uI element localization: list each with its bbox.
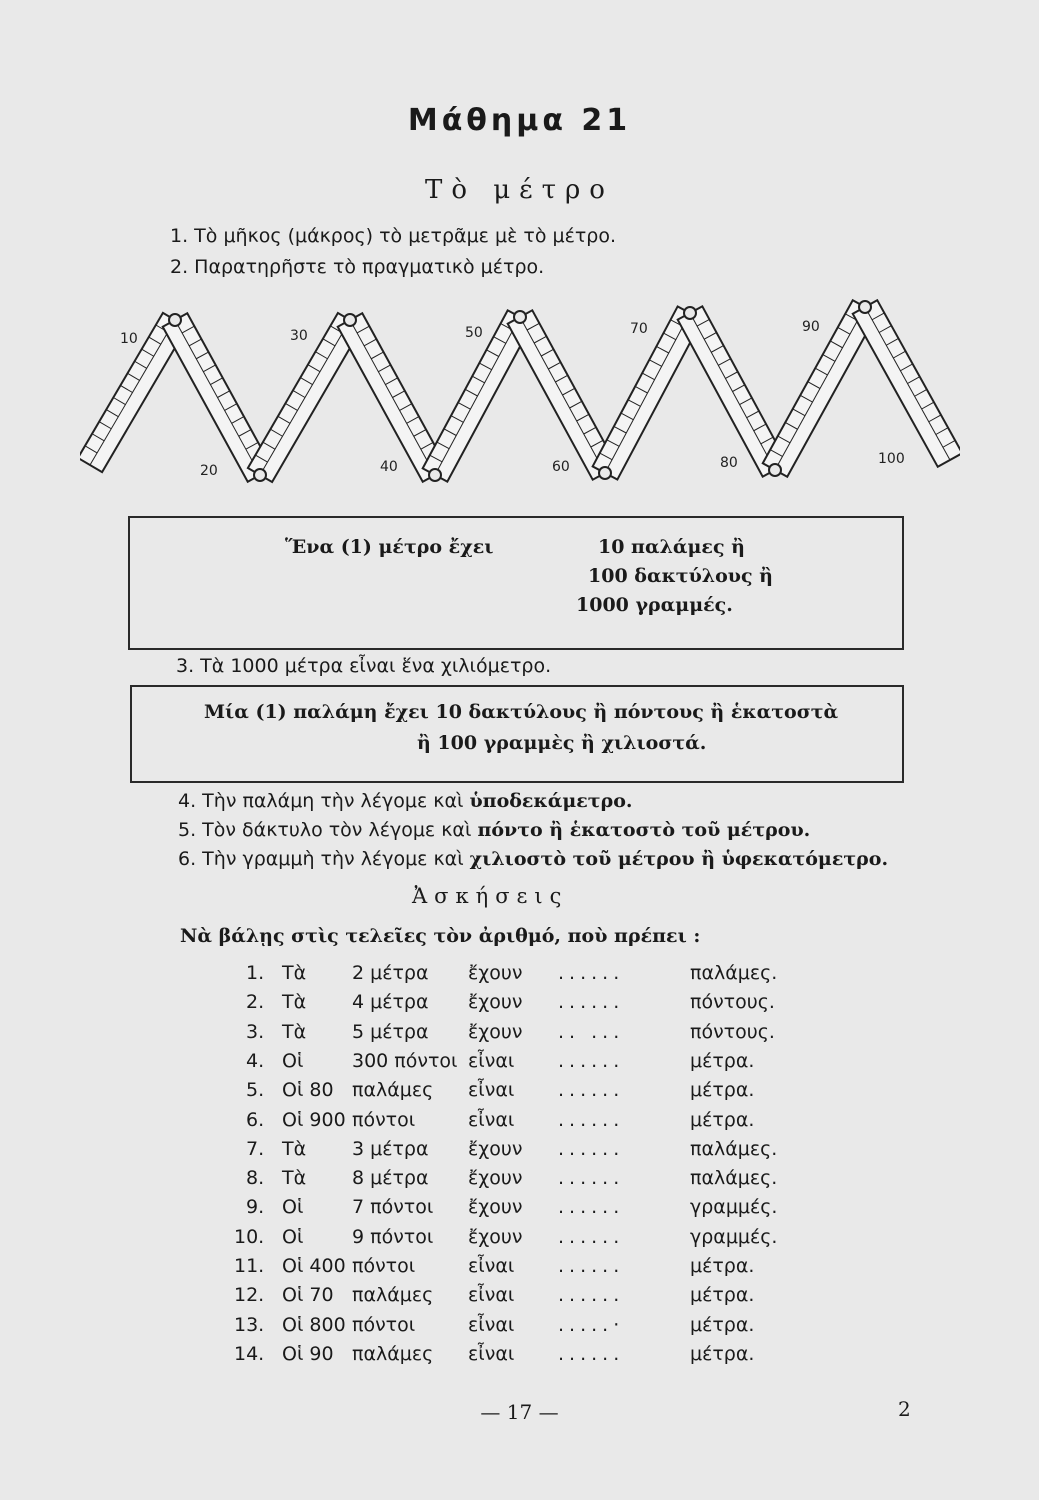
exercise-quantity: πόντοι [352, 1255, 416, 1277]
exercise-unit: μέτρα. [690, 1284, 755, 1307]
exercise-unit: μέτρα. [690, 1313, 755, 1336]
exercise-blank[interactable]: ...... [558, 1284, 625, 1307]
exercise-verb: εἶναι [468, 1284, 515, 1307]
exercise-blank[interactable]: ...... [558, 1196, 625, 1219]
exercise-instruction: Νὰ βάλῃς στὶς τελεῖες τὸν ἀριθμό, ποὺ πρέπει : [180, 925, 701, 947]
exercise-number: 13. [234, 1313, 265, 1336]
exercise-number: 14. [234, 1342, 265, 1365]
lesson-subtitle: Τὸ μέτρο [425, 175, 614, 205]
exercise-subject: Οἱ 400 [282, 1255, 346, 1277]
exercise-quantity: πόντοι [352, 1108, 416, 1131]
exercise-quantity: 3 μέτρα [352, 1137, 429, 1160]
exercise-verb: ἔχουν [468, 1137, 523, 1160]
exercise-number: 3. [246, 1020, 265, 1043]
exercise-quantity: πόντοι [352, 1313, 416, 1336]
exercise-verb: εἶναι [468, 1313, 515, 1336]
meter-has-label: Ἕνα (1) μέτρο ἔχει [285, 536, 494, 558]
exercise-subject: Τὰ [282, 962, 307, 984]
exercise-unit: μέτρα. [690, 1049, 755, 1072]
exercise-number: 2. [246, 991, 265, 1014]
exercise-subject: Οἱ [282, 1225, 304, 1248]
exercise-number: 12. [234, 1284, 265, 1307]
exercise-blank[interactable]: ...... [558, 1108, 625, 1131]
exercise-blank[interactable]: ...... [558, 1225, 625, 1248]
exercise-subject: Οἱ 900 [282, 1108, 346, 1131]
exercise-number: 10. [234, 1225, 265, 1248]
ruler-label-100: 100 [878, 451, 905, 467]
exercise-number: 8. [246, 1167, 265, 1190]
ruler-label-80: 80 [720, 455, 738, 471]
exercise-subject: Οἱ [282, 1196, 304, 1219]
exercise-subject: Τὰ [282, 1137, 307, 1160]
palm-definition-box [130, 685, 904, 783]
exercise-unit: παλάμες. [690, 962, 778, 984]
meter-palms: 10 παλάμες ἢ [598, 536, 745, 558]
ruler-label-20: 20 [200, 463, 218, 479]
exercise-quantity: 2 μέτρα [352, 962, 429, 984]
exercise-blank[interactable]: ...... [558, 1079, 625, 1102]
exercise-verb: ἔχουν [468, 962, 523, 984]
palm-definition-line-1: Μία (1) παλάμη ἔχει 10 δακτύλους ἢ πόντους ἢ ἑκατοστὰ [204, 701, 839, 723]
intro-line-2: 2. Παρατηρῆστε τὸ πραγματικὸ μέτρο. [170, 256, 545, 278]
exercise-subject: Τὰ [282, 1020, 307, 1043]
ruler-hinge [859, 301, 871, 313]
ruler-hinge [599, 467, 611, 479]
exercise-verb: ἔχουν [468, 1020, 523, 1043]
exercise-blank[interactable]: .. ... [558, 1020, 625, 1043]
exercise-blank[interactable]: ...... [558, 1137, 625, 1160]
ruler-label-70: 70 [630, 321, 648, 337]
exercise-quantity: παλάμες [352, 1284, 434, 1307]
ruler-segment [853, 300, 960, 467]
exercise-number: 4. [246, 1049, 265, 1072]
exercise-unit: μέτρα. [690, 1108, 755, 1131]
exercise-blank[interactable]: ...... [558, 962, 625, 984]
rule-3: 3. Τὰ 1000 μέτρα εἶναι ἕνα χιλιόμετρο. [176, 655, 552, 677]
meter-definition-box [128, 516, 904, 650]
ruler-label-30: 30 [290, 328, 308, 344]
exercise-subject: Τὰ [282, 1167, 307, 1190]
exercise-unit: παλάμες. [690, 1137, 778, 1160]
exercise-verb: ἔχουν [468, 1196, 523, 1219]
palm-definition-line-2: ἢ 100 γραμμὲς ἢ χιλιοστά. [417, 732, 707, 754]
exercise-quantity: 300 πόντοι [352, 1049, 458, 1072]
exercise-quantity: 9 πόντοι [352, 1225, 434, 1248]
exercise-blank[interactable]: ...... [558, 991, 625, 1014]
page-number: — 17 — [480, 1400, 559, 1424]
exercise-subject: Οἱ 90 [282, 1342, 334, 1365]
ruler-segments [80, 300, 960, 482]
exercise-verb: εἶναι [468, 1342, 515, 1365]
ruler-label-40: 40 [380, 459, 398, 475]
ruler-hinge [429, 469, 441, 481]
exercise-subject: Οἱ 70 [282, 1284, 334, 1307]
exercise-verb: εἶναι [468, 1049, 515, 1072]
exercise-number: 7. [246, 1137, 265, 1160]
exercise-verb: εἶναι [468, 1079, 515, 1102]
ruler-hinge [254, 469, 266, 481]
ruler-hinge [514, 311, 526, 323]
ruler-hinge [169, 314, 181, 326]
corner-number: 2 [898, 1397, 911, 1421]
exercise-unit: παλάμες. [690, 1167, 778, 1190]
lesson-title: Μάθημα 21 [407, 103, 632, 138]
exercise-quantity: παλάμες [352, 1342, 434, 1365]
exercise-verb: εἶναι [468, 1108, 515, 1131]
ruler-label-60: 60 [552, 459, 570, 475]
folding-ruler-illustration [80, 295, 960, 495]
exercise-blank[interactable]: ...... [558, 1342, 625, 1365]
exercise-subject: Οἱ 800 [282, 1313, 346, 1336]
exercise-number: 5. [246, 1079, 265, 1102]
exercises-heading: Ἀσκήσεις [412, 884, 569, 908]
exercise-subject: Τὰ [282, 991, 307, 1014]
intro-line-1: 1. Τὸ μῆκος (μάκρος) τὸ μετρᾶμε μὲ τὸ μέτρο. [170, 225, 616, 247]
exercise-verb: ἔχουν [468, 1225, 523, 1248]
exercise-unit: πόντους. [690, 1020, 775, 1043]
exercise-blank[interactable]: ...... [558, 1167, 625, 1190]
exercise-number: 9. [246, 1196, 265, 1219]
exercise-quantity: παλάμες [352, 1079, 434, 1102]
exercise-unit: γραμμές. [690, 1196, 778, 1219]
ruler-hinge [344, 314, 356, 326]
exercise-unit: πόντους. [690, 991, 775, 1014]
exercise-subject: Οἱ 80 [282, 1079, 334, 1102]
ruler-hinge [769, 464, 781, 476]
exercise-verb: ἔχουν [468, 1167, 523, 1190]
exercise-unit: γραμμές. [690, 1225, 778, 1248]
exercise-number: 6. [246, 1108, 265, 1131]
ruler-label-50: 50 [465, 325, 483, 341]
rule-4: 4. Τὴν παλάμη τὴν λέγομε καὶ ὑποδεκάμετρο. [178, 790, 633, 812]
rule-5: 5. Τὸν δάκτυλο τὸν λέγομε καὶ πόντο ἢ ἑκατοστὸ τοῦ μέτρου. [178, 819, 811, 841]
exercise-blank[interactable]: ...... [558, 1049, 625, 1072]
exercise-unit: μέτρα. [690, 1255, 755, 1277]
meter-lines: 1000 γραμμές. [576, 594, 733, 616]
exercise-unit: μέτρα. [690, 1342, 755, 1365]
exercise-verb: ἔχουν [468, 991, 523, 1014]
ruler-label-10: 10 [120, 331, 138, 347]
exercise-number: 11. [234, 1255, 265, 1277]
exercise-unit: μέτρα. [690, 1079, 755, 1102]
exercise-quantity: 4 μέτρα [352, 991, 429, 1014]
exercise-quantity: 5 μέτρα [352, 1020, 429, 1043]
ruler-hinge [684, 307, 696, 319]
exercise-subject: Οἱ [282, 1049, 304, 1072]
exercise-verb: εἶναι [468, 1255, 515, 1277]
exercise-number: 1. [246, 962, 265, 984]
exercise-blank[interactable]: .....· [558, 1313, 625, 1336]
exercise-quantity: 8 μέτρα [352, 1167, 429, 1190]
meter-fingers: 100 δακτύλους ἢ [588, 565, 773, 587]
exercise-quantity: 7 πόντοι [352, 1196, 434, 1219]
rule-6: 6. Τὴν γραμμὴ τὴν λέγομε καὶ χιλιοστὸ τοῦ μέτρου ἢ ὑφεκατόμετρο. [178, 848, 889, 870]
ruler-label-90: 90 [802, 319, 820, 335]
exercise-blank[interactable]: ...... [558, 1255, 625, 1277]
